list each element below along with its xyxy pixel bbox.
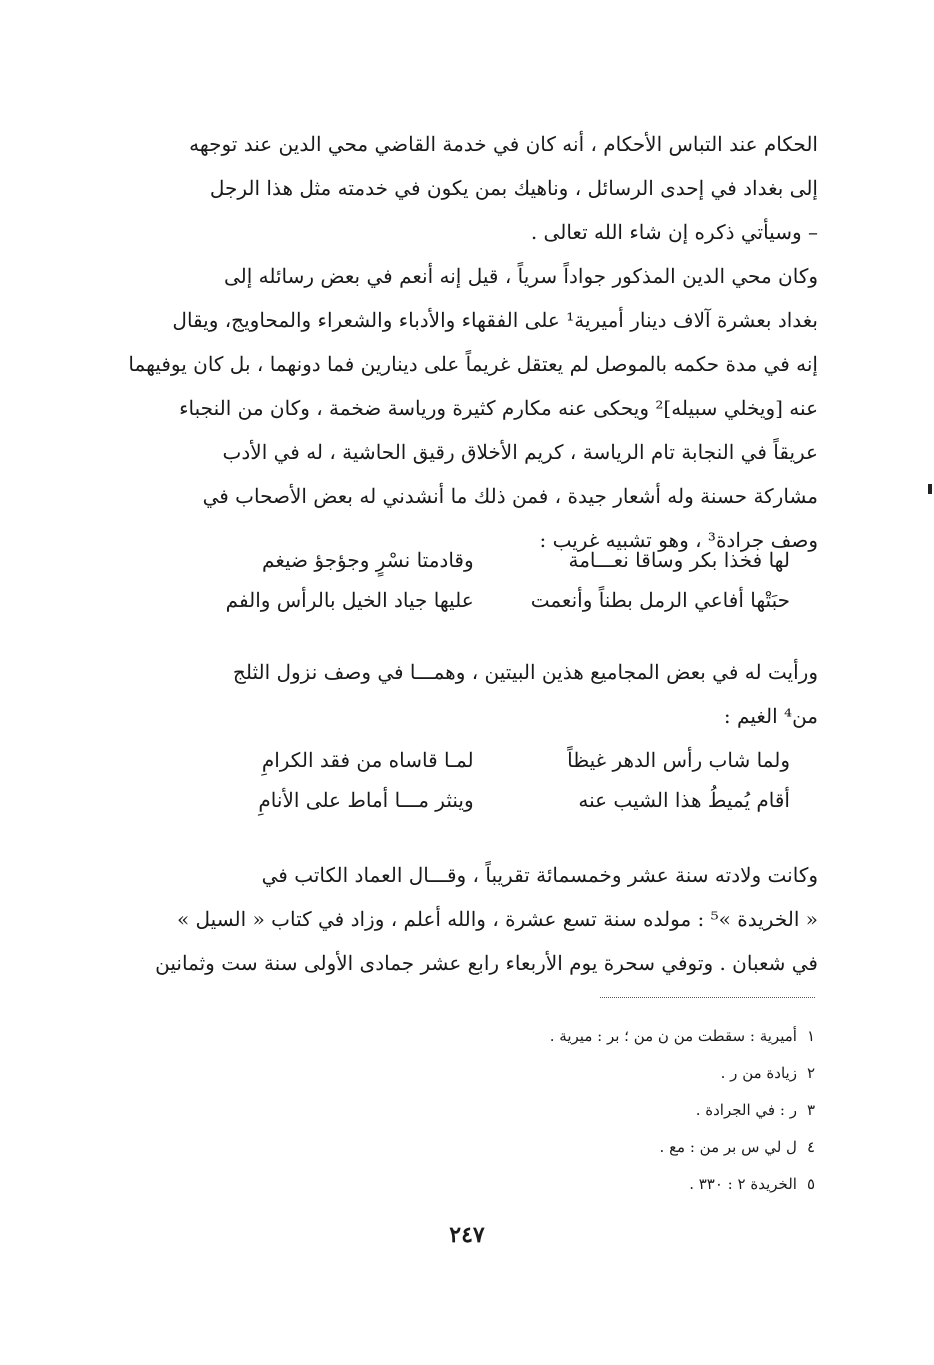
paragraph-1 — [120, 122, 818, 254]
footnote-number: ٤ — [806, 1138, 815, 1156]
footnote-text: أميرية : سقطت من ن من ؛ بر : ميرية . — [549, 1027, 797, 1045]
verse-first-hemistich: حبَتْها أفاعي الرمل بطناً وأنعمت — [530, 588, 790, 612]
paragraph-3-text — [120, 650, 818, 738]
text-line: عنه [ويخلي سبيله]² ويحكى عنه مكارم كثيرة ورياسة ضخمة ، وكان من النجباء — [179, 396, 818, 420]
verse-row — [150, 740, 790, 780]
paragraph-4-text — [120, 853, 818, 985]
text-line: إلى بغداد في إحدى الرسائل ، وناهيك بمن يكون في خدمته مثل هذا الرجل — [209, 176, 818, 200]
footnote-item — [300, 1129, 815, 1166]
paragraph-2-text — [120, 254, 818, 562]
footnote-number: ٣ — [806, 1101, 815, 1119]
text-line: مشاركة حسنة وله أشعار جيدة ، فمن ذلك ما أنشدني له بعض الأصحاب في — [202, 484, 818, 508]
verse-second-hemistich: عليها جياد الخيل بالرأس والفم — [225, 588, 474, 612]
margin-mark — [928, 484, 932, 494]
footnote-number: ١ — [806, 1027, 815, 1045]
footnote-item — [300, 1166, 815, 1203]
page-number: ٢٤٧ — [449, 1222, 485, 1248]
text-line: إنه في مدة حكمه بالموصل لم يعتقل غريماً على دينارين فما دونهما ، بل كان يوفيهما — [128, 352, 818, 376]
text-line: – وسيأتي ذكره إن شاء الله تعالى . — [530, 220, 818, 244]
paragraph-3 — [120, 650, 818, 738]
text-line: عريقاً في النجابة تام الرياسة ، كريم الأخلاق رقيق الحاشية ، له في الأدب — [222, 440, 818, 464]
text-line: من⁴ الغيم : — [723, 704, 818, 728]
text-line: ورأيت له في بعض المجاميع هذين البيتين ، وهمـــا في وصف نزول الثلج — [232, 660, 818, 684]
poem-snow — [150, 740, 790, 820]
footnote-item — [300, 1018, 815, 1055]
footnote-item — [300, 1092, 815, 1129]
text-line: وكانت ولادته سنة عشر وخمسمائة تقريباً ، وقـــال العماد الكاتب في — [261, 863, 818, 887]
verse-first-hemistich: لها فخذا بكر وساقا نعـــامة — [568, 548, 790, 572]
verse-second-hemistich: لمـا قاساه من فقد الكرامِ — [261, 748, 474, 772]
text-line: بغداد بعشرة آلاف دينار أميرية¹ على الفقهاء والأدباء والشعراء والمحاويج، ويقال — [172, 308, 818, 332]
paragraph-1-text — [120, 122, 818, 254]
text-line: وصف جرادة³ ، وهو تشبيه غريب : — [539, 528, 818, 552]
footnote-number: ٢ — [806, 1064, 815, 1082]
paragraph-2 — [120, 254, 818, 562]
text-line: « الخريدة »⁵ : مولده سنة تسع عشرة ، والله أعلم ، وزاد في كتاب « السيل » — [176, 907, 818, 931]
footnote-item — [300, 1055, 815, 1092]
verse-first-hemistich: ولما شاب رأس الدهر غيظاً — [567, 748, 790, 772]
footnote-text: زيادة من ر . — [720, 1064, 797, 1082]
text-line: وكان محي الدين المذكور جواداً سرياً ، قيل إنه أنعم في بعض رسائله إلى — [223, 264, 818, 288]
verse-second-hemistich: وينثر مـــا أماط على الأنامِ — [258, 788, 474, 812]
poem-locust — [150, 540, 790, 620]
text-line: الحكام عند التباس الأحكام ، أنه كان في خدمة القاضي محي الدين عند توجهه — [189, 132, 818, 156]
footnote-number: ٥ — [806, 1175, 815, 1193]
verse-row — [150, 780, 790, 820]
verse-row — [150, 540, 790, 580]
verse-second-hemistich: وقادمتا نسْرٍ وجؤجؤ ضيغم — [262, 548, 474, 572]
verse-row — [150, 580, 790, 620]
paragraph-4 — [120, 853, 818, 985]
footnote-separator — [600, 997, 815, 998]
footnotes — [300, 1018, 815, 1203]
text-line: في شعبان . وتوفي سحرة يوم الأربعاء رابع عشر جمادى الأولى سنة ست وثمانين — [155, 951, 818, 975]
footnote-text: ر : في الجرادة . — [695, 1101, 797, 1119]
footnote-text: ل لي س بر من : مع . — [659, 1138, 797, 1156]
verse-first-hemistich: أقام يُميطُ هذا الشيب عنه — [578, 788, 790, 812]
footnote-text: الخريدة ٢ : ٣٣٠ . — [689, 1175, 797, 1193]
